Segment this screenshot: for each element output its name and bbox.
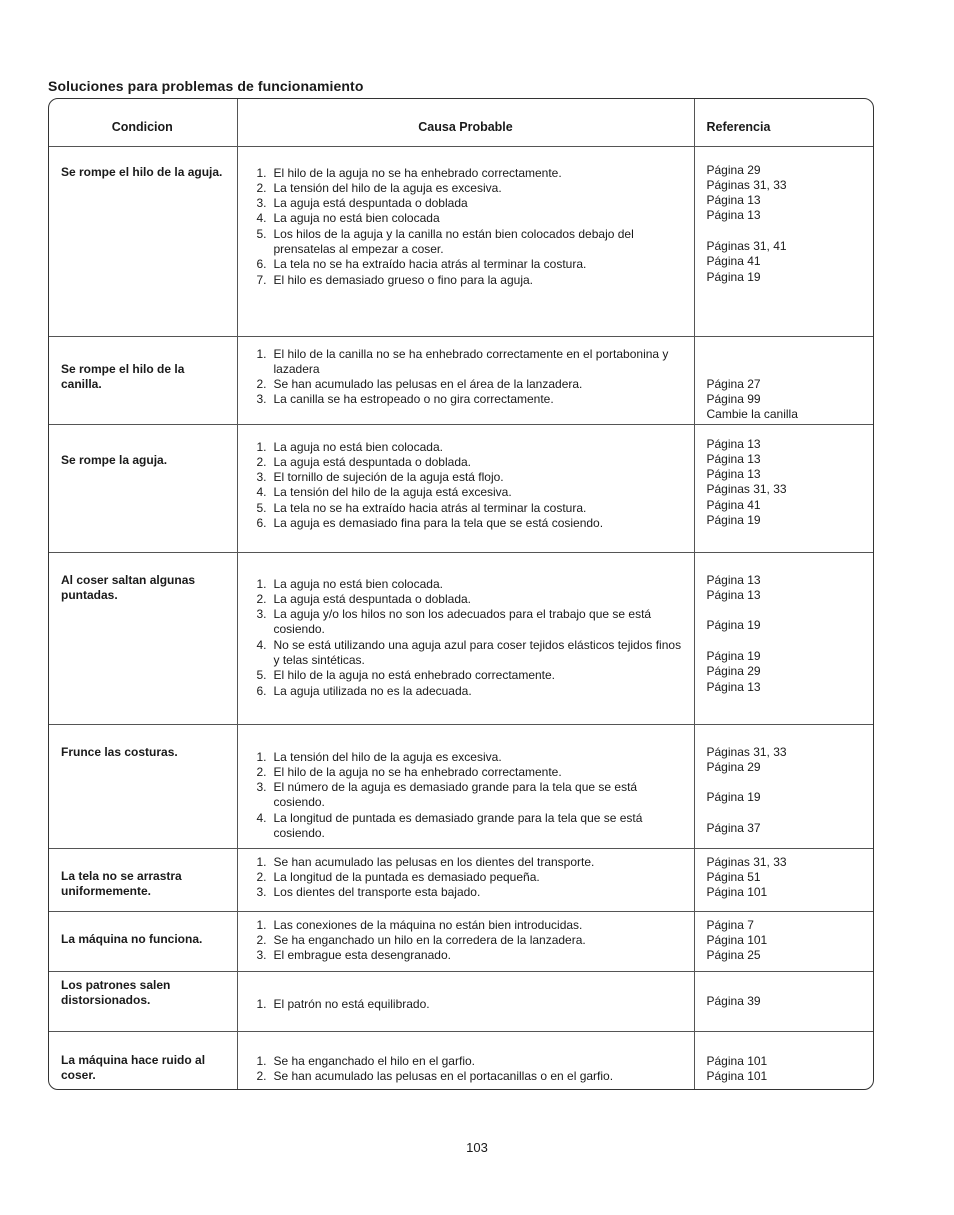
cause-number: 3.	[256, 948, 267, 963]
cause-item	[257, 765, 688, 780]
cause-text: Se ha enganchado el hilo en el garfio.	[273, 1053, 475, 1068]
cause-text: Se han acumulado las pelusas en el área de la lanzadera.	[273, 377, 583, 392]
cause-item	[257, 855, 688, 870]
table-row	[49, 848, 873, 911]
cause-text: El hilo de la canilla no se ha enhebrado correctamente en el portabonina y lazadera	[273, 346, 669, 376]
cause-number: 2.	[256, 591, 267, 606]
cause-text: La tela no se ha extraído hacia atrás al terminar la costura.	[273, 500, 587, 515]
cause-cell	[237, 146, 694, 336]
cause-cell	[237, 911, 694, 971]
cause-text: La tensión del hilo de la aguja es excesiva.	[273, 749, 502, 764]
cause-item	[257, 181, 688, 196]
cause-text: La longitud de la puntada es demasiado pequeña.	[273, 869, 540, 884]
cause-text: La aguja no está bien colocada.	[273, 439, 443, 454]
table-body	[49, 146, 873, 1089]
table-row	[49, 1031, 873, 1089]
reference-page: Página 29	[706, 162, 761, 177]
reference-page: Página 29	[706, 759, 761, 774]
cause-list	[257, 855, 688, 901]
reference-cell	[694, 724, 873, 848]
cause-number: 4.	[256, 637, 267, 652]
cause-cell	[237, 971, 694, 1031]
reference-cell	[694, 971, 873, 1031]
column-header-condition: Condicion	[111, 120, 173, 134]
cause-text: El patrón no está equilibrado.	[273, 996, 430, 1011]
reference-page: Página 13	[706, 208, 761, 223]
cause-number: 1.	[256, 439, 267, 454]
reference-page: Páginas 31, 33	[706, 482, 787, 497]
cause-number: 2.	[256, 869, 267, 884]
cause-number: 5.	[256, 500, 267, 515]
cause-item	[257, 933, 688, 948]
reference-page: Página 101	[706, 1068, 768, 1083]
reference-page: Página 51	[706, 869, 761, 884]
cause-number: 2.	[256, 764, 267, 779]
cause-cell	[237, 848, 694, 911]
reference-page: Páginas 31, 41	[706, 238, 787, 253]
cause-item	[257, 870, 688, 885]
cause-number: 6.	[256, 515, 267, 530]
condition-cell: Se rompe el hilo de la aguja.	[49, 146, 237, 336]
page-title: Soluciones para problemas de funcionamiento	[48, 78, 364, 94]
reference-page: Páginas 31, 33	[706, 744, 787, 759]
cause-text: La aguja es demasiado fina para la tela que se está cosiendo.	[273, 515, 604, 530]
cause-item	[257, 501, 688, 516]
cause-list	[257, 1054, 688, 1085]
troubleshooting-table-frame	[48, 98, 874, 1090]
cause-item	[257, 750, 688, 765]
cause-number: 2.	[256, 1068, 267, 1083]
cause-number: 1.	[256, 576, 267, 591]
reference-spacer	[707, 224, 870, 239]
table-row	[49, 724, 873, 848]
reference-page: Página 25	[706, 948, 761, 963]
reference-page: Página 29	[706, 664, 761, 679]
cause-number: 6.	[256, 257, 267, 272]
cause-text: El hilo de la aguja no está enhebrado correctamente.	[273, 668, 556, 683]
cause-number: 4.	[256, 485, 267, 500]
cause-text: La aguja está despuntada o doblada.	[273, 454, 472, 469]
cause-list	[257, 918, 688, 964]
cause-number: 2.	[256, 454, 267, 469]
cause-number: 6.	[256, 683, 267, 698]
table-row	[49, 911, 873, 971]
reference-spacer	[707, 634, 870, 649]
reference-page: Página 101	[706, 932, 768, 947]
cause-item	[257, 470, 688, 485]
cause-item	[257, 377, 688, 392]
cause-text: La aguja está despuntada o doblada.	[273, 591, 472, 606]
cause-item	[257, 668, 688, 683]
cause-list	[257, 440, 688, 532]
condition-cell: Los patrones salen distorsionados.	[49, 971, 237, 1031]
cause-number: 5.	[256, 668, 267, 683]
cause-number: 7.	[256, 272, 267, 287]
cause-list	[257, 347, 688, 408]
cause-item	[257, 811, 688, 842]
cause-text: La tensión del hilo de la aguja es excesiva.	[273, 180, 502, 195]
reference-cell	[694, 848, 873, 911]
cause-cell	[237, 1031, 694, 1089]
table-row	[49, 146, 873, 336]
cause-number: 1.	[256, 346, 267, 361]
table-row	[49, 971, 873, 1031]
cause-number: 3.	[256, 470, 267, 485]
condition-cell: Se rompe la aguja.	[49, 424, 237, 552]
condition-cell: Al coser saltan algunas puntadas.	[49, 552, 237, 724]
reference-page: Página 19	[706, 512, 761, 527]
cause-text: La aguja está despuntada o doblada	[273, 196, 468, 211]
cause-text: Las conexiones de la máquina no están bien introducidas.	[273, 917, 583, 932]
cause-item	[257, 166, 688, 181]
reference-page: Páginas 31, 33	[706, 177, 787, 192]
reference-spacer	[707, 806, 870, 821]
cause-item	[257, 577, 688, 592]
reference-page: Página 13	[706, 451, 761, 466]
reference-page: Página 19	[706, 269, 761, 284]
cause-item	[257, 516, 688, 531]
reference-page: Página 27	[706, 376, 761, 391]
reference-page: Página 13	[706, 193, 761, 208]
cause-text: La aguja no está bien colocada	[273, 211, 440, 226]
cause-cell	[237, 724, 694, 848]
cause-item	[257, 684, 688, 699]
cause-number: 3.	[256, 780, 267, 795]
condition-cell: La tela no se arrastra uniformemente.	[49, 848, 237, 911]
reference-page: Página 13	[706, 436, 761, 451]
cause-text: El hilo de la aguja no se ha enhebrado correctamente.	[273, 165, 562, 180]
reference-cell	[694, 424, 873, 552]
cause-text: Los hilos de la aguja y la canilla no están bien colocados debajo del prensatelas al empezar a coser.	[273, 226, 634, 256]
cause-item	[257, 273, 688, 288]
cause-text: El hilo es demasiado grueso o fino para la aguja.	[273, 272, 533, 287]
cause-number: 2.	[256, 932, 267, 947]
cause-text: La tensión del hilo de la aguja está excesiva.	[273, 485, 512, 500]
cause-number: 5.	[256, 226, 267, 241]
table-header-row	[49, 99, 873, 146]
reference-spacer	[707, 362, 870, 377]
condition-cell: Se rompe el hilo de la canilla.	[49, 336, 237, 424]
reference-page: Página 19	[706, 618, 761, 633]
cause-text: Se ha enganchado un hilo en la corredera de la lanzadera.	[273, 932, 586, 947]
cause-number: 2.	[256, 180, 267, 195]
cause-item	[257, 1054, 688, 1069]
cause-cell	[237, 424, 694, 552]
cause-list	[257, 997, 688, 1012]
reference-page: Página 37	[706, 820, 761, 835]
cause-item	[257, 592, 688, 607]
reference-page: Página 39	[706, 993, 761, 1008]
cause-item	[257, 257, 688, 272]
reference-page: Cambie la canilla	[706, 407, 798, 422]
cause-item	[257, 455, 688, 470]
cause-item	[257, 485, 688, 500]
cause-text: El hilo de la aguja no se ha enhebrado correctamente.	[273, 764, 562, 779]
cause-number: 1.	[256, 165, 267, 180]
cause-list	[257, 577, 688, 699]
reference-page: Página 41	[706, 497, 761, 512]
condition-cell: Frunce las costuras.	[49, 724, 237, 848]
cause-list	[257, 750, 688, 842]
cause-number: 1.	[256, 749, 267, 764]
table-row	[49, 424, 873, 552]
cause-number: 3.	[256, 392, 267, 407]
table-row	[49, 336, 873, 424]
condition-cell: La máquina no funciona.	[49, 911, 237, 971]
cause-cell	[237, 336, 694, 424]
cause-item	[257, 211, 688, 226]
reference-page: Página 19	[706, 648, 761, 663]
cause-item	[257, 347, 688, 378]
column-header-reference: Referencia	[694, 99, 873, 146]
cause-text: El número de la aguja es demasiado grande para la tela que se está cosiendo.	[273, 780, 638, 810]
cause-item	[257, 997, 688, 1012]
column-header-cause: Causa Probable	[237, 99, 694, 146]
reference-page: Página 101	[706, 885, 768, 900]
reference-page: Página 7	[706, 917, 754, 932]
cause-number: 1.	[256, 854, 267, 869]
cause-number: 4.	[256, 211, 267, 226]
cause-number: 3.	[256, 607, 267, 622]
reference-page: Página 101	[706, 1053, 768, 1068]
cause-text: No se está utilizando una aguja azul para coser tejidos elásticos tejidos finos y telas sintéticas.	[273, 637, 682, 667]
cause-number: 3.	[256, 196, 267, 211]
cause-text: La aguja utilizada no es la adecuada.	[273, 683, 472, 698]
cause-item	[257, 780, 688, 811]
reference-cell	[694, 1031, 873, 1089]
cause-text: La longitud de puntada es demasiado grande para la tela que se está cosiendo.	[273, 810, 643, 840]
reference-page: Página 13	[706, 679, 761, 694]
reference-spacer	[707, 603, 870, 618]
cause-text: Se han acumulado las pelusas en el portacanillas o en el garfio.	[273, 1068, 614, 1083]
cause-item	[257, 948, 688, 963]
cause-item	[257, 638, 688, 669]
cause-number: 1.	[256, 917, 267, 932]
reference-page: Página 13	[706, 587, 761, 602]
cause-text: La tela no se ha extraído hacia atrás al terminar la costura.	[273, 257, 587, 272]
cause-text: El embrague esta desengranado.	[273, 948, 451, 963]
cause-item	[257, 1069, 688, 1084]
cause-cell	[237, 552, 694, 724]
cause-text: La canilla se ha estropeado o no gira correctamente.	[273, 392, 554, 407]
page-number: 103	[466, 1140, 488, 1155]
cause-item	[257, 227, 688, 258]
reference-page: Página 13	[706, 572, 761, 587]
cause-item	[257, 885, 688, 900]
cause-item	[257, 918, 688, 933]
cause-number: 3.	[256, 885, 267, 900]
cause-list	[257, 166, 688, 288]
reference-cell	[694, 911, 873, 971]
troubleshooting-table	[49, 99, 873, 1089]
cause-item	[257, 607, 688, 638]
reference-spacer	[707, 775, 870, 790]
cause-text: Se han acumulado las pelusas en los dientes del transporte.	[273, 854, 595, 869]
cause-item	[257, 392, 688, 407]
cause-item	[257, 440, 688, 455]
cause-number: 4.	[256, 810, 267, 825]
cause-text: La aguja no está bien colocada.	[273, 576, 443, 591]
cause-number: 1.	[256, 1053, 267, 1068]
cause-number: 2.	[256, 377, 267, 392]
reference-page: Página 13	[706, 467, 761, 482]
cause-text: La aguja y/o los hilos no son los adecuados para el trabajo que se está cosiendo.	[273, 607, 652, 637]
reference-cell	[694, 336, 873, 424]
reference-page: Páginas 31, 33	[706, 854, 787, 869]
cause-item	[257, 196, 688, 211]
cause-text: Los dientes del transporte esta bajado.	[273, 885, 481, 900]
table-row	[49, 552, 873, 724]
reference-cell	[694, 552, 873, 724]
cause-number: 1.	[256, 996, 267, 1011]
condition-cell: La máquina hace ruido al coser.	[49, 1031, 237, 1089]
reference-page: Página 41	[706, 254, 761, 269]
reference-page: Página 99	[706, 392, 761, 407]
reference-page: Página 19	[706, 790, 761, 805]
reference-cell	[694, 146, 873, 336]
cause-text: El tornillo de sujeción de la aguja está flojo.	[273, 470, 504, 485]
